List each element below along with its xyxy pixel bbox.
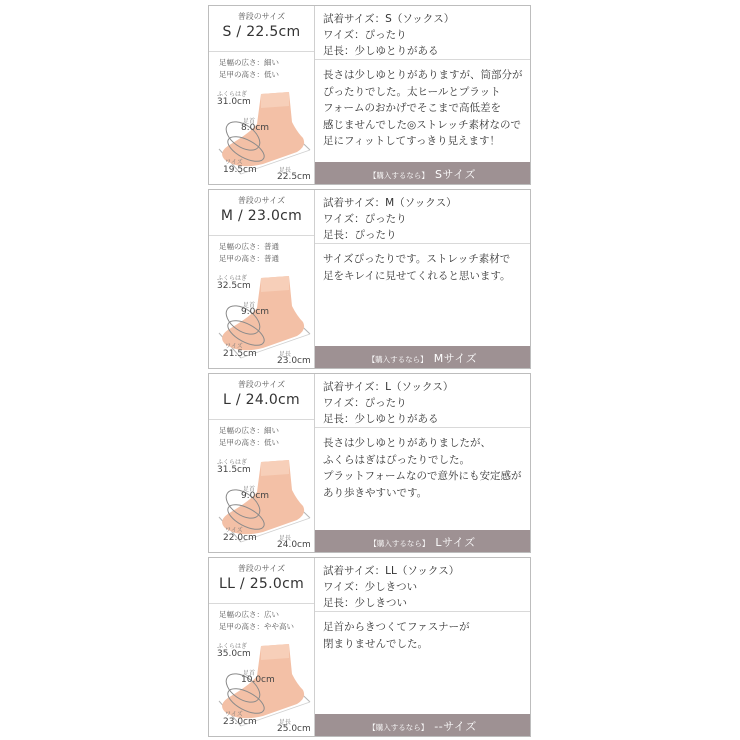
review-comment bbox=[323, 67, 528, 150]
trial-length-text: 足長：少しきつい bbox=[323, 597, 407, 609]
trial-specs bbox=[315, 374, 530, 428]
length-value: 24.0cm bbox=[277, 540, 311, 550]
trial-width-text: ワイズ：ぴったり bbox=[323, 29, 407, 41]
trial-size-text: 試着サイズ：L（ソックス） bbox=[323, 381, 454, 393]
reviewer-profile bbox=[209, 190, 315, 368]
length-value: 23.0cm bbox=[277, 356, 311, 366]
review-comment bbox=[323, 251, 528, 284]
trial-length-text: 足長：少しゆとりがある bbox=[323, 45, 439, 57]
calf-label: ふくらはぎ bbox=[217, 643, 248, 650]
recommend-prefix: 【購入するなら】 bbox=[368, 171, 429, 180]
recommendation-banner bbox=[315, 530, 530, 552]
trial-size-text: 試着サイズ：LL（ソックス） bbox=[323, 565, 460, 577]
foot-width-text: 足幅の広さ：細い bbox=[219, 58, 279, 67]
usual-size-box bbox=[209, 374, 314, 420]
length-value: 25.0cm bbox=[277, 724, 311, 734]
comment-line: 足をキレイに見せてくれると思います。 bbox=[323, 269, 511, 282]
recommendation-banner bbox=[315, 346, 530, 368]
size-review-card bbox=[208, 373, 531, 553]
size-review-card bbox=[208, 189, 531, 369]
usual-size-value: S / 22.5cm bbox=[222, 24, 301, 40]
foot-measure-figure bbox=[209, 86, 315, 186]
comment-line: 長さは少しゆとりがありますが、筒部分が bbox=[323, 69, 523, 81]
ankle-value: 9.0cm bbox=[241, 491, 270, 501]
recommend-prefix: 【購入するなら】 bbox=[367, 355, 428, 364]
trial-size-text: 試着サイズ：M（ソックス） bbox=[323, 197, 457, 209]
trial-specs bbox=[315, 6, 530, 60]
instep-height-text: 足甲の高さ：低い bbox=[219, 438, 279, 447]
foot-shape bbox=[219, 425, 279, 449]
recommend-prefix: 【購入するなら】 bbox=[369, 539, 430, 548]
comment-line: 長さは少しゆとりがありましたが、 bbox=[323, 437, 491, 449]
usual-size-value: LL / 25.0cm bbox=[218, 576, 305, 592]
width-label: ワイズ bbox=[225, 711, 243, 718]
trial-specs bbox=[315, 190, 530, 244]
trial-specs bbox=[315, 558, 530, 612]
usual-size-label: 普段のサイズ bbox=[237, 196, 286, 205]
reviewer-profile bbox=[209, 6, 315, 184]
length-label: 足長 bbox=[279, 719, 292, 726]
width-value: 23.0cm bbox=[223, 717, 257, 727]
instep-height-text: 足甲の高さ：やや高い bbox=[219, 622, 294, 631]
comment-line: 閉まりませんでした。 bbox=[323, 637, 428, 650]
trial-width-text: ワイズ：ぴったり bbox=[323, 213, 407, 225]
calf-value: 35.0cm bbox=[217, 649, 251, 659]
calf-value: 31.0cm bbox=[217, 97, 251, 107]
usual-size-label: 普段のサイズ bbox=[237, 564, 286, 573]
foot-width-text: 足幅の広さ：普通 bbox=[219, 242, 279, 251]
usual-size-box bbox=[209, 558, 314, 604]
foot-shape bbox=[219, 241, 279, 265]
review-content bbox=[315, 6, 530, 184]
trial-length-text: 足長：ぴったり bbox=[323, 229, 397, 241]
ankle-value: 10.0cm bbox=[241, 675, 275, 685]
comment-line: 感じませんでした◎ストレッチ素材なので bbox=[323, 118, 522, 131]
foot-width-text: 足幅の広さ：細い bbox=[219, 426, 279, 435]
foot-measure-figure bbox=[209, 270, 315, 370]
length-label: 足長 bbox=[279, 535, 292, 542]
comment-line: ぴったりでした。太ヒールとプラット bbox=[323, 85, 501, 98]
calf-label: ふくらはぎ bbox=[217, 459, 248, 466]
comment-line: 足にフィットしてすっきり見えます！ bbox=[323, 135, 501, 147]
trial-width-text: ワイズ：少しきつい bbox=[323, 581, 418, 593]
usual-size-value: L / 24.0cm bbox=[223, 392, 300, 408]
length-value: 22.5cm bbox=[277, 172, 311, 182]
usual-size-label: 普段のサイズ bbox=[237, 12, 286, 21]
trial-width-text: ワイズ：ぴったり bbox=[323, 397, 407, 409]
foot-shape bbox=[219, 609, 294, 633]
length-label: 足長 bbox=[279, 167, 292, 174]
usual-size-value: M / 23.0cm bbox=[220, 208, 303, 224]
calf-label: ふくらはぎ bbox=[217, 91, 248, 98]
comment-line: 足首からきつくてファスナーが bbox=[323, 621, 470, 633]
trial-size-text: 試着サイズ：S（ソックス） bbox=[323, 13, 455, 25]
width-label: ワイズ bbox=[225, 159, 243, 166]
recommendation-banner bbox=[315, 714, 530, 736]
width-label: ワイズ bbox=[225, 527, 243, 534]
foot-shape bbox=[219, 57, 279, 81]
width-value: 21.5cm bbox=[223, 349, 257, 359]
reviewer-profile bbox=[209, 374, 315, 552]
calf-label: ふくらはぎ bbox=[217, 275, 248, 282]
review-comment bbox=[323, 435, 528, 501]
calf-value: 31.5cm bbox=[217, 465, 251, 475]
review-comment bbox=[323, 619, 528, 652]
trial-length-text: 足長：少しゆとりがある bbox=[323, 413, 439, 425]
length-label: 足長 bbox=[279, 351, 292, 358]
recommended-size: Sサイズ bbox=[434, 168, 477, 181]
recommended-size: Mサイズ bbox=[433, 352, 478, 365]
width-value: 19.5cm bbox=[223, 165, 257, 175]
recommended-size: --サイズ bbox=[434, 720, 477, 733]
ankle-label: 足首 bbox=[243, 118, 256, 125]
width-value: 22.0cm bbox=[223, 533, 257, 543]
foot-width-text: 足幅の広さ：広い bbox=[219, 610, 279, 619]
ankle-value: 8.0cm bbox=[241, 123, 270, 133]
foot-measure-figure bbox=[209, 638, 315, 738]
recommendation-banner bbox=[315, 162, 530, 184]
ankle-label: 足首 bbox=[243, 670, 256, 677]
usual-size-box bbox=[209, 6, 314, 52]
comment-line: フォームのおかげでそこまで高低差を bbox=[323, 102, 501, 114]
size-review-card bbox=[208, 557, 531, 737]
recommend-prefix: 【購入するなら】 bbox=[368, 723, 429, 732]
comment-line: あり歩きやすいです。 bbox=[323, 486, 428, 499]
comment-line: プラットフォームなので意外にも安定感が bbox=[323, 470, 522, 482]
instep-height-text: 足甲の高さ：普通 bbox=[219, 254, 279, 263]
size-review-card bbox=[208, 5, 531, 185]
reviewer-profile bbox=[209, 558, 315, 736]
recommended-size: Lサイズ bbox=[435, 536, 476, 549]
review-content bbox=[315, 558, 530, 736]
review-content bbox=[315, 374, 530, 552]
calf-value: 32.5cm bbox=[217, 281, 251, 291]
usual-size-box bbox=[209, 190, 314, 236]
foot-measure-figure bbox=[209, 454, 315, 554]
comment-line: サイズぴったりです。ストレッチ素材で bbox=[323, 253, 511, 265]
ankle-value: 9.0cm bbox=[241, 307, 270, 317]
ankle-label: 足首 bbox=[243, 486, 256, 493]
review-content bbox=[315, 190, 530, 368]
width-label: ワイズ bbox=[225, 343, 243, 350]
instep-height-text: 足甲の高さ：低い bbox=[219, 70, 279, 79]
ankle-label: 足首 bbox=[243, 302, 256, 309]
comment-line: ふくらはぎはぴったりでした。 bbox=[323, 453, 470, 466]
usual-size-label: 普段のサイズ bbox=[237, 380, 286, 389]
